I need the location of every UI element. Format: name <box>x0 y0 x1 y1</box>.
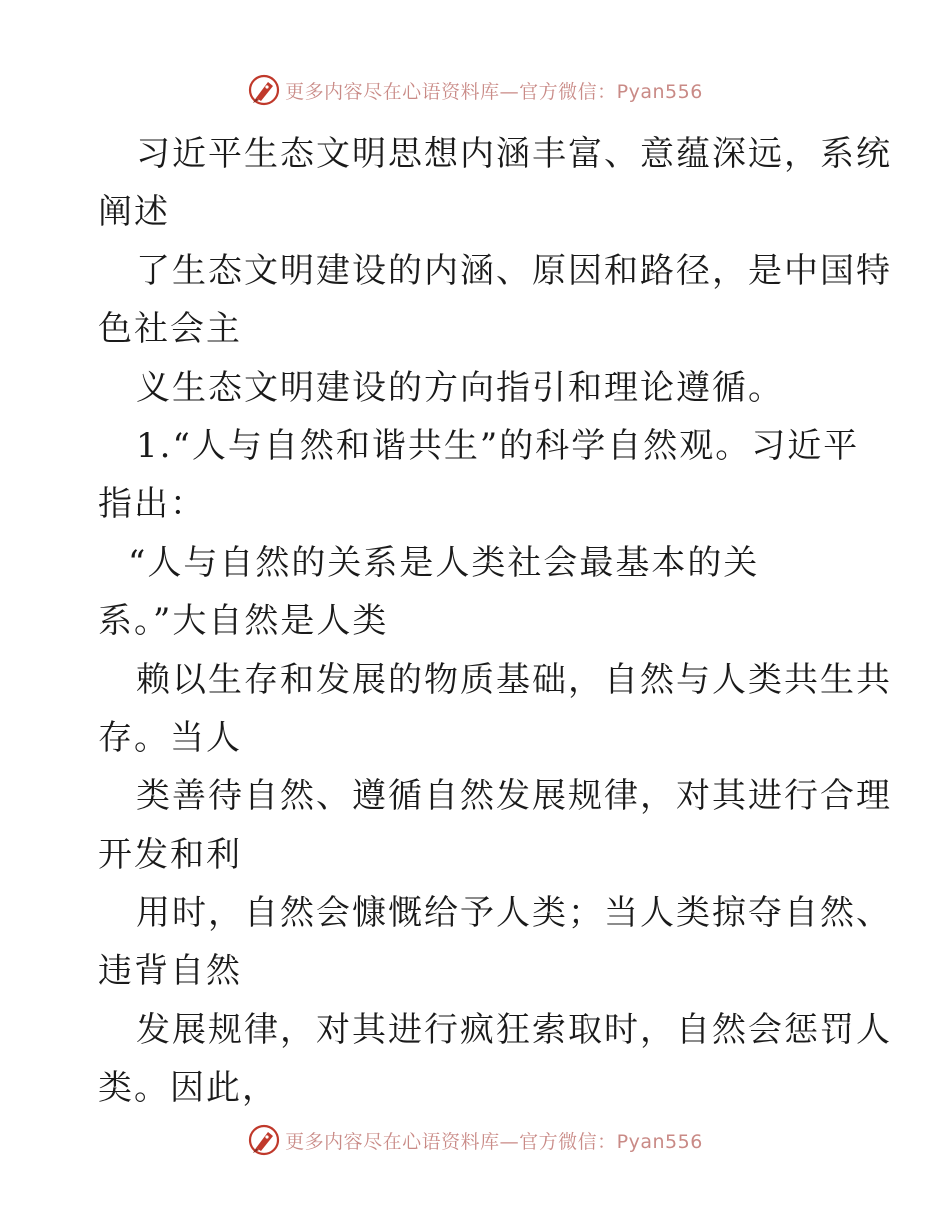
watermark-text: 更多内容尽在心语资料库—官方微信：Pyan556 <box>285 1130 703 1153</box>
header-watermark <box>0 70 950 110</box>
text-line: 习近平生态文明思想内涵丰富、意蕴深远，系统 <box>136 134 892 174</box>
document-body <box>98 125 892 1118</box>
text-line: 用时，自然会慷慨给予人类；当人类掠夺自然、 <box>136 893 892 934</box>
text-line: 开发和利 <box>98 834 242 875</box>
text-line: 赖以生存和发展的物质基础，自然与人类共生共 <box>136 659 892 700</box>
text-line: 阐述 <box>98 192 170 233</box>
text-line: 指出： <box>98 484 206 525</box>
pen-nib-logo-icon <box>247 1123 281 1157</box>
watermark-text: 更多内容尽在心语资料库—官方微信：Pyan556 <box>285 80 703 103</box>
pen-nib-logo-icon <box>247 73 281 107</box>
text-line: 类。因此， <box>98 1068 278 1109</box>
text-line: 系。”大自然是人类 <box>98 601 389 642</box>
text-line: 类善待自然、遵循自然发展规律，对其进行合理 <box>136 776 892 817</box>
text-line: “人与自然的关系是人类社会最基本的关 <box>128 542 760 583</box>
text-line: 1.“人与自然和谐共生”的科学自然观。习近平 <box>136 425 860 466</box>
text-line: 发展规律，对其进行疯狂索取时，自然会惩罚人 <box>136 1009 892 1050</box>
footer-watermark <box>0 1120 950 1160</box>
text-line: 存。当人 <box>98 717 242 758</box>
text-line: 义生态文明建设的方向指引和理论遵循。 <box>136 367 784 408</box>
text-line: 色社会主 <box>98 309 242 350</box>
text-line: 了生态文明建设的内涵、原因和路径，是中国特 <box>136 250 892 291</box>
text-line: 违背自然 <box>98 951 242 992</box>
